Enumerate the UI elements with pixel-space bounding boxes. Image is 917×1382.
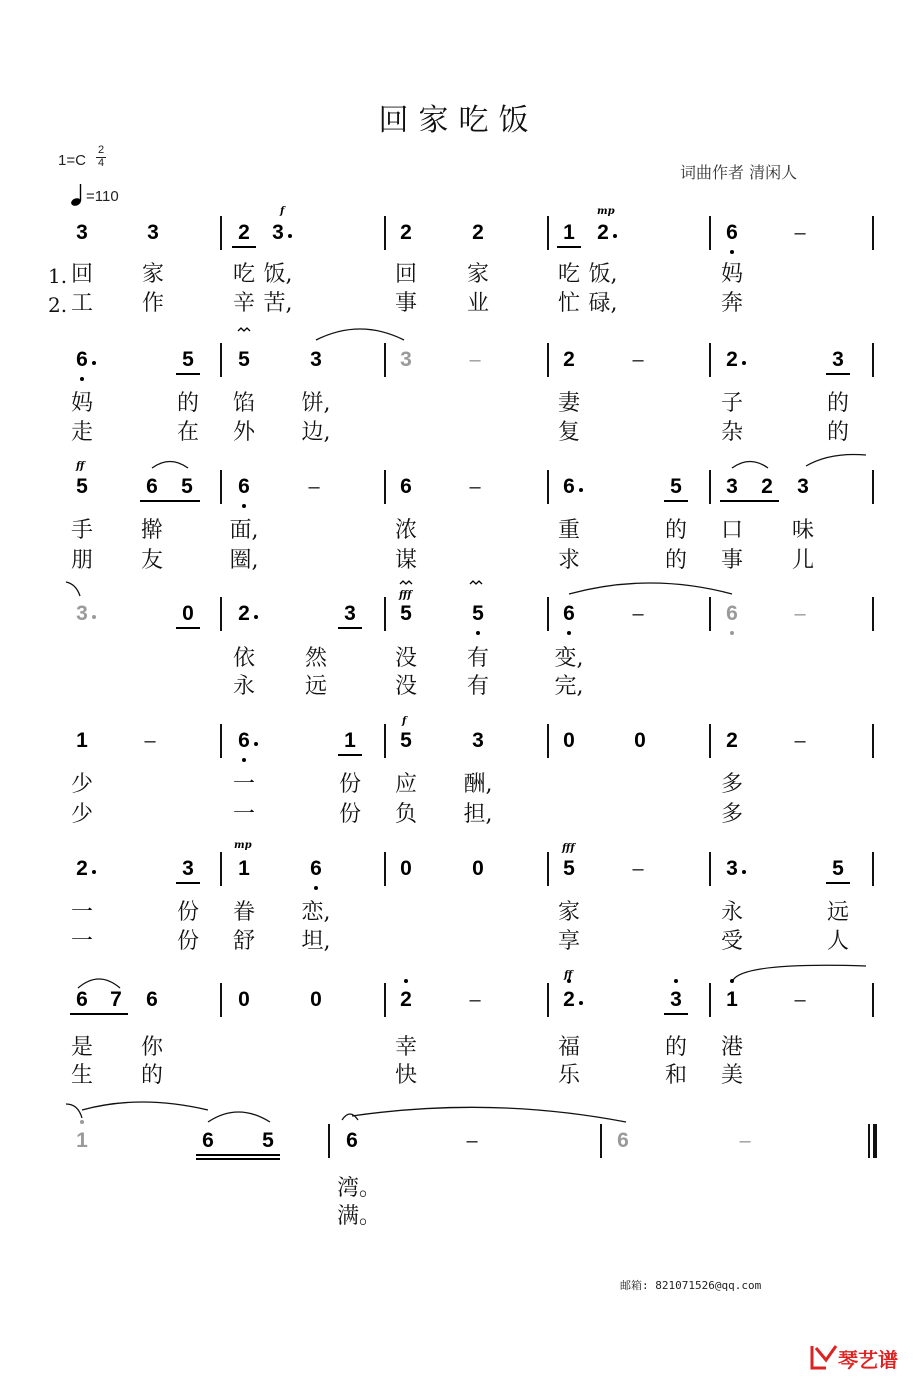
dynamic-marking: ff — [76, 461, 85, 472]
verse-label-2: 2. — [48, 293, 68, 317]
note: 5 — [181, 475, 193, 498]
lyric-verse-1: 馅 — [232, 391, 255, 416]
low-octave-dot — [242, 504, 246, 508]
note: 3 — [76, 221, 88, 244]
note: 1 — [76, 729, 88, 752]
dash-extension: – — [469, 989, 481, 1011]
lyric-verse-1: 然 — [304, 646, 327, 671]
tie-in — [66, 1104, 82, 1118]
mordent-icon — [238, 328, 250, 331]
lyric-verse-2: 在 — [176, 420, 199, 445]
lyric-verse-2: 走 — [70, 420, 93, 445]
augmentation-dot — [92, 870, 96, 874]
lyric-verse-2: 远 — [304, 674, 327, 699]
lyric-verse-2: 圈, — [229, 548, 259, 573]
note: 6 — [400, 475, 412, 498]
lyric-verse-1: 家 — [141, 262, 164, 287]
note: 2 — [76, 857, 88, 880]
high-octave-dot — [80, 1120, 84, 1124]
lyric-verse-1: 多 — [720, 772, 743, 797]
dash-extension: – — [739, 1130, 751, 1152]
note: 0 — [182, 602, 194, 625]
low-octave-dot — [730, 631, 734, 635]
lyric-verse-2: 复 — [557, 420, 580, 445]
lyric-verse-1: 恋, — [301, 900, 331, 925]
lyric-verse-2: 快 — [394, 1063, 417, 1088]
duration-underline — [196, 1154, 280, 1156]
dash-extension: – — [308, 476, 320, 498]
lyric-verse-2: 负 — [394, 802, 417, 827]
lyric-verse-2: 多 — [720, 802, 743, 827]
song-title: 回家吃饭 — [378, 103, 539, 138]
duration-underline — [196, 1158, 280, 1160]
high-octave-dot — [674, 979, 678, 983]
tie — [316, 329, 404, 340]
lyric-verse-2: 外 — [232, 420, 255, 445]
note: 1 — [76, 1129, 88, 1152]
duration-underline — [232, 246, 256, 248]
composer-credit: 词曲作者 清闲人 — [680, 163, 798, 182]
lyric-verse-2: 舒 — [232, 929, 255, 954]
barline — [220, 983, 222, 1017]
slur — [732, 462, 768, 469]
augmentation-dot — [92, 361, 96, 365]
lyric-verse-1: 你 — [140, 1035, 163, 1060]
low-octave-dot — [80, 377, 84, 381]
lyric-verse-1: 擀 — [140, 518, 163, 543]
augmentation-dot — [742, 361, 746, 365]
lyric-verse-2: 业 — [466, 291, 489, 316]
barline — [709, 852, 711, 886]
note: 5 — [832, 857, 844, 880]
barline — [384, 597, 386, 631]
note: 3 — [310, 348, 322, 371]
barline — [220, 470, 222, 504]
barline — [547, 597, 549, 631]
barline — [547, 216, 549, 250]
lyric-verse-2: 朋 — [70, 548, 93, 573]
lyric-verse-1: 妻 — [557, 391, 580, 416]
barline — [220, 216, 222, 250]
lyric-verse-2: 永 — [232, 674, 255, 699]
note: 3 — [726, 475, 738, 498]
note: 3 — [832, 348, 844, 371]
lyric-verse-1: 家 — [557, 900, 580, 925]
lyric-verse-1: 湾。 — [337, 1176, 382, 1201]
lyric-verse-2: 谋 — [394, 548, 417, 573]
dash-extension: – — [632, 349, 644, 371]
lyric-verse-1: 子 — [720, 391, 743, 416]
note: 3 — [272, 221, 284, 244]
barline — [547, 724, 549, 758]
dash-extension: – — [632, 603, 644, 625]
note: 6 — [238, 729, 250, 752]
note: 6 — [238, 475, 250, 498]
note: 2 — [238, 602, 250, 625]
lyric-verse-1: 一 — [70, 900, 93, 925]
lyric-verse-2: 人 — [826, 929, 849, 954]
lyric-verse-1: 手 — [70, 518, 93, 543]
lyric-verse-2: 和 — [664, 1063, 687, 1088]
note: 3 — [76, 602, 88, 625]
time-signature-bottom: 4 — [97, 157, 105, 169]
low-octave-dot — [314, 886, 318, 890]
low-octave-dot — [476, 631, 480, 635]
lyric-verse-2: 坦, — [301, 929, 331, 954]
duration-underline — [826, 373, 850, 375]
note: 5 — [262, 1129, 274, 1152]
note: 6 — [310, 857, 322, 880]
barline — [709, 724, 711, 758]
lyric-verse-2: 友 — [140, 548, 163, 573]
lyric-verse-1: 饭, — [263, 262, 293, 287]
lyric-verse-2: 份 — [338, 802, 361, 827]
dynamic-marking: fff — [562, 843, 575, 854]
note: 1 — [726, 988, 738, 1011]
lyric-verse-2: 完, — [554, 674, 584, 699]
barline — [872, 724, 874, 758]
barline — [872, 216, 874, 250]
lyric-verse-1: 的 — [826, 391, 849, 416]
barline — [384, 983, 386, 1017]
note: 0 — [400, 857, 412, 880]
mordent-icon — [400, 581, 412, 584]
note: 3 — [670, 988, 682, 1011]
augmentation-dot — [579, 1001, 583, 1005]
note: 6 — [202, 1129, 214, 1152]
barline — [220, 724, 222, 758]
tie — [569, 583, 732, 594]
note: 5 — [182, 348, 194, 371]
augmentation-dot — [254, 615, 258, 619]
note: 6 — [726, 221, 738, 244]
duration-underline — [338, 754, 362, 756]
duration-underline — [720, 500, 779, 502]
duration-underline — [664, 500, 688, 502]
lyric-verse-1: 港 — [720, 1035, 743, 1060]
lyric-verse-2: 少 — [70, 802, 93, 827]
lyric-verse-1: 永 — [720, 900, 743, 925]
barline — [328, 1124, 330, 1158]
note: 5 — [670, 475, 682, 498]
lyric-verse-1: 幸 — [394, 1035, 417, 1060]
barline — [384, 724, 386, 758]
lyric-verse-2: 乐 — [557, 1063, 580, 1088]
lyric-verse-2: 求 — [557, 548, 580, 573]
note: 2 — [726, 729, 738, 752]
duration-underline — [826, 882, 850, 884]
note: 6 — [346, 1129, 358, 1152]
note: 0 — [563, 729, 575, 752]
lyric-verse-2: 杂 — [720, 420, 743, 445]
barline — [547, 343, 549, 377]
lyric-verse-1: 是 — [70, 1035, 93, 1060]
lyric-verse-2: 奔 — [720, 291, 743, 316]
barline — [709, 983, 711, 1017]
lyric-verse-2: 美 — [720, 1063, 743, 1088]
final-barline — [868, 1124, 870, 1158]
note: 2 — [238, 221, 250, 244]
lyric-verse-1: 变, — [554, 646, 584, 671]
slur — [208, 1112, 270, 1122]
note: 3 — [472, 729, 484, 752]
lyric-verse-1: 的 — [664, 1035, 687, 1060]
barline — [547, 983, 549, 1017]
lyric-verse-1: 重 — [557, 518, 580, 543]
dash-extension: – — [466, 1130, 478, 1152]
verse-label-1: 1. — [48, 264, 68, 288]
note: 3 — [400, 348, 412, 371]
note: 5 — [400, 602, 412, 625]
dash-extension: – — [469, 476, 481, 498]
lyric-verse-1: 妈 — [720, 262, 743, 287]
barline — [220, 852, 222, 886]
augmentation-dot — [254, 742, 258, 746]
note: 2 — [597, 221, 609, 244]
lyric-verse-2: 的 — [664, 548, 687, 573]
lyric-verse-2: 满。 — [337, 1204, 382, 1229]
note: 0 — [310, 988, 322, 1011]
barline — [872, 343, 874, 377]
note: 1 — [563, 221, 575, 244]
note: 2 — [400, 988, 412, 1011]
lyric-verse-1: 饼, — [301, 391, 331, 416]
dash-extension: – — [794, 222, 806, 244]
note: 1 — [238, 857, 250, 880]
barline — [547, 852, 549, 886]
note: 3 — [147, 221, 159, 244]
note: 6 — [76, 988, 88, 1011]
duration-underline — [176, 882, 200, 884]
barline — [709, 470, 711, 504]
barline — [384, 216, 386, 250]
duration-underline — [557, 246, 581, 248]
lyric-verse-1: 的 — [176, 391, 199, 416]
lyric-verse-1: 眷 — [232, 900, 255, 925]
lyric-verse-2: 工 — [70, 291, 93, 316]
note: 6 — [617, 1129, 629, 1152]
dynamic-marking: mp — [234, 840, 252, 851]
low-octave-dot — [242, 758, 246, 762]
dash-extension: – — [794, 603, 806, 625]
lyric-verse-1: 酬, — [463, 772, 493, 797]
note: 2 — [563, 988, 575, 1011]
low-octave-dot — [567, 631, 571, 635]
high-octave-dot — [404, 979, 408, 983]
lyric-verse-1: 福 — [557, 1035, 580, 1060]
lyric-verse-1: 有 — [466, 646, 489, 671]
duration-underline — [176, 627, 200, 629]
lyric-verse-2: 忙 — [557, 291, 580, 316]
dynamic-marking: f — [280, 206, 285, 217]
lyric-verse-1: 回 — [394, 262, 417, 287]
note: 0 — [634, 729, 646, 752]
lyric-verse-1: 少 — [70, 772, 93, 797]
note: 6 — [76, 348, 88, 371]
lyric-verse-1: 吃 — [557, 262, 580, 287]
note: 5 — [238, 348, 250, 371]
contact-email: 邮箱: 821071526@qq.com — [620, 1279, 762, 1292]
lyric-verse-2: 份 — [176, 929, 199, 954]
augmentation-dot — [579, 488, 583, 492]
duration-underline — [176, 373, 200, 375]
dash-extension: – — [144, 730, 156, 752]
tie-out — [806, 454, 866, 466]
lyric-verse-2: 辛 — [232, 291, 255, 316]
dynamic-marking: f — [402, 716, 407, 727]
note: 2 — [400, 221, 412, 244]
mordent-icon — [470, 581, 482, 584]
note: 5 — [472, 602, 484, 625]
barline — [872, 470, 874, 504]
lyric-verse-2: 有 — [466, 674, 489, 699]
lyric-verse-1: 吃 — [232, 262, 255, 287]
dash-extension: – — [794, 730, 806, 752]
lyric-verse-2: 边, — [301, 420, 331, 445]
lyric-verse-1: 份 — [338, 772, 361, 797]
lyric-verse-2: 生 — [70, 1063, 93, 1088]
time-signature-top: 2 — [97, 144, 105, 156]
dash-extension: – — [794, 989, 806, 1011]
lyric-verse-1: 一 — [232, 772, 255, 797]
lyric-verse-2: 儿 — [791, 548, 814, 573]
dynamic-marking: ff — [564, 970, 573, 981]
tempo-marking: =110 — [86, 188, 119, 205]
note: 0 — [472, 857, 484, 880]
lyric-verse-2: 作 — [141, 291, 164, 316]
lyric-verse-1: 饭, — [588, 262, 618, 287]
barline — [384, 470, 386, 504]
barline — [600, 1124, 602, 1158]
lyric-verse-2: 一 — [232, 802, 255, 827]
site-logo — [808, 1340, 908, 1374]
lyric-verse-1: 回 — [70, 262, 93, 287]
barline — [220, 597, 222, 631]
augmentation-dot — [288, 234, 292, 238]
note: 1 — [344, 729, 356, 752]
slur — [82, 1102, 208, 1110]
note: 5 — [400, 729, 412, 752]
lyric-verse-2: 担, — [463, 802, 493, 827]
note: 5 — [76, 475, 88, 498]
barline — [384, 343, 386, 377]
note: 0 — [238, 988, 250, 1011]
lyric-verse-1: 面, — [229, 518, 259, 543]
note: 6 — [726, 602, 738, 625]
high-octave-dot — [730, 979, 734, 983]
note: 6 — [563, 602, 575, 625]
note: 6 — [146, 988, 158, 1011]
lyric-verse-1: 妈 — [70, 391, 93, 416]
note: 3 — [797, 475, 809, 498]
lyric-verse-2: 苦, — [263, 291, 293, 316]
lyric-verse-1: 没 — [394, 646, 417, 671]
logo-text: 琴艺谱 — [838, 1348, 898, 1372]
tie-in — [66, 582, 80, 596]
augmentation-dot — [92, 615, 96, 619]
note: 2 — [563, 348, 575, 371]
lyric-verse-1: 应 — [394, 772, 417, 797]
lyric-verse-1: 份 — [176, 900, 199, 925]
slur — [78, 979, 120, 988]
note: 5 — [563, 857, 575, 880]
lyric-verse-1: 的 — [664, 518, 687, 543]
final-barline-thick — [873, 1124, 877, 1158]
augmentation-dot — [613, 234, 617, 238]
tie — [352, 1107, 626, 1122]
note: 6 — [563, 475, 575, 498]
duration-underline — [70, 1013, 128, 1015]
dynamic-marking: mp — [597, 206, 615, 217]
lyric-verse-2: 享 — [557, 929, 580, 954]
lyric-verse-2: 事 — [394, 291, 417, 316]
augmentation-dot — [742, 870, 746, 874]
lyric-verse-1: 口 — [720, 518, 743, 543]
lyric-verse-2: 的 — [140, 1063, 163, 1088]
note: 3 — [344, 602, 356, 625]
barline — [547, 470, 549, 504]
lyric-verse-1: 家 — [466, 262, 489, 287]
lyric-verse-1: 依 — [232, 646, 255, 671]
lyric-verse-2: 的 — [826, 420, 849, 445]
note: 2 — [472, 221, 484, 244]
barline — [709, 597, 711, 631]
note: 6 — [146, 475, 158, 498]
lyric-verse-1: 浓 — [394, 518, 417, 543]
barline — [872, 852, 874, 886]
tie-out — [733, 965, 866, 980]
lyric-verse-2: 受 — [720, 929, 743, 954]
duration-underline — [140, 500, 200, 502]
duration-underline — [664, 1013, 688, 1015]
dash-extension: – — [469, 349, 481, 371]
low-octave-dot — [730, 250, 734, 254]
barline — [709, 343, 711, 377]
note: 2 — [761, 475, 773, 498]
note: 3 — [182, 857, 194, 880]
barline — [709, 216, 711, 250]
dynamic-marking: fff — [399, 590, 412, 601]
note: 3 — [726, 857, 738, 880]
barline — [220, 343, 222, 377]
barline — [384, 852, 386, 886]
barline — [872, 597, 874, 631]
note: 7 — [110, 988, 122, 1011]
lyric-verse-1: 味 — [791, 518, 814, 543]
barline — [872, 983, 874, 1017]
lyric-verse-1: 远 — [826, 900, 849, 925]
lyric-verse-2: 事 — [720, 548, 743, 573]
lyric-verse-2: 一 — [70, 929, 93, 954]
slur — [152, 462, 188, 469]
key-signature: 1=C — [58, 152, 86, 169]
dash-extension: – — [632, 858, 644, 880]
note: 2 — [726, 348, 738, 371]
duration-underline — [338, 627, 362, 629]
lyric-verse-2: 没 — [394, 674, 417, 699]
lyric-verse-2: 碌, — [588, 291, 618, 316]
